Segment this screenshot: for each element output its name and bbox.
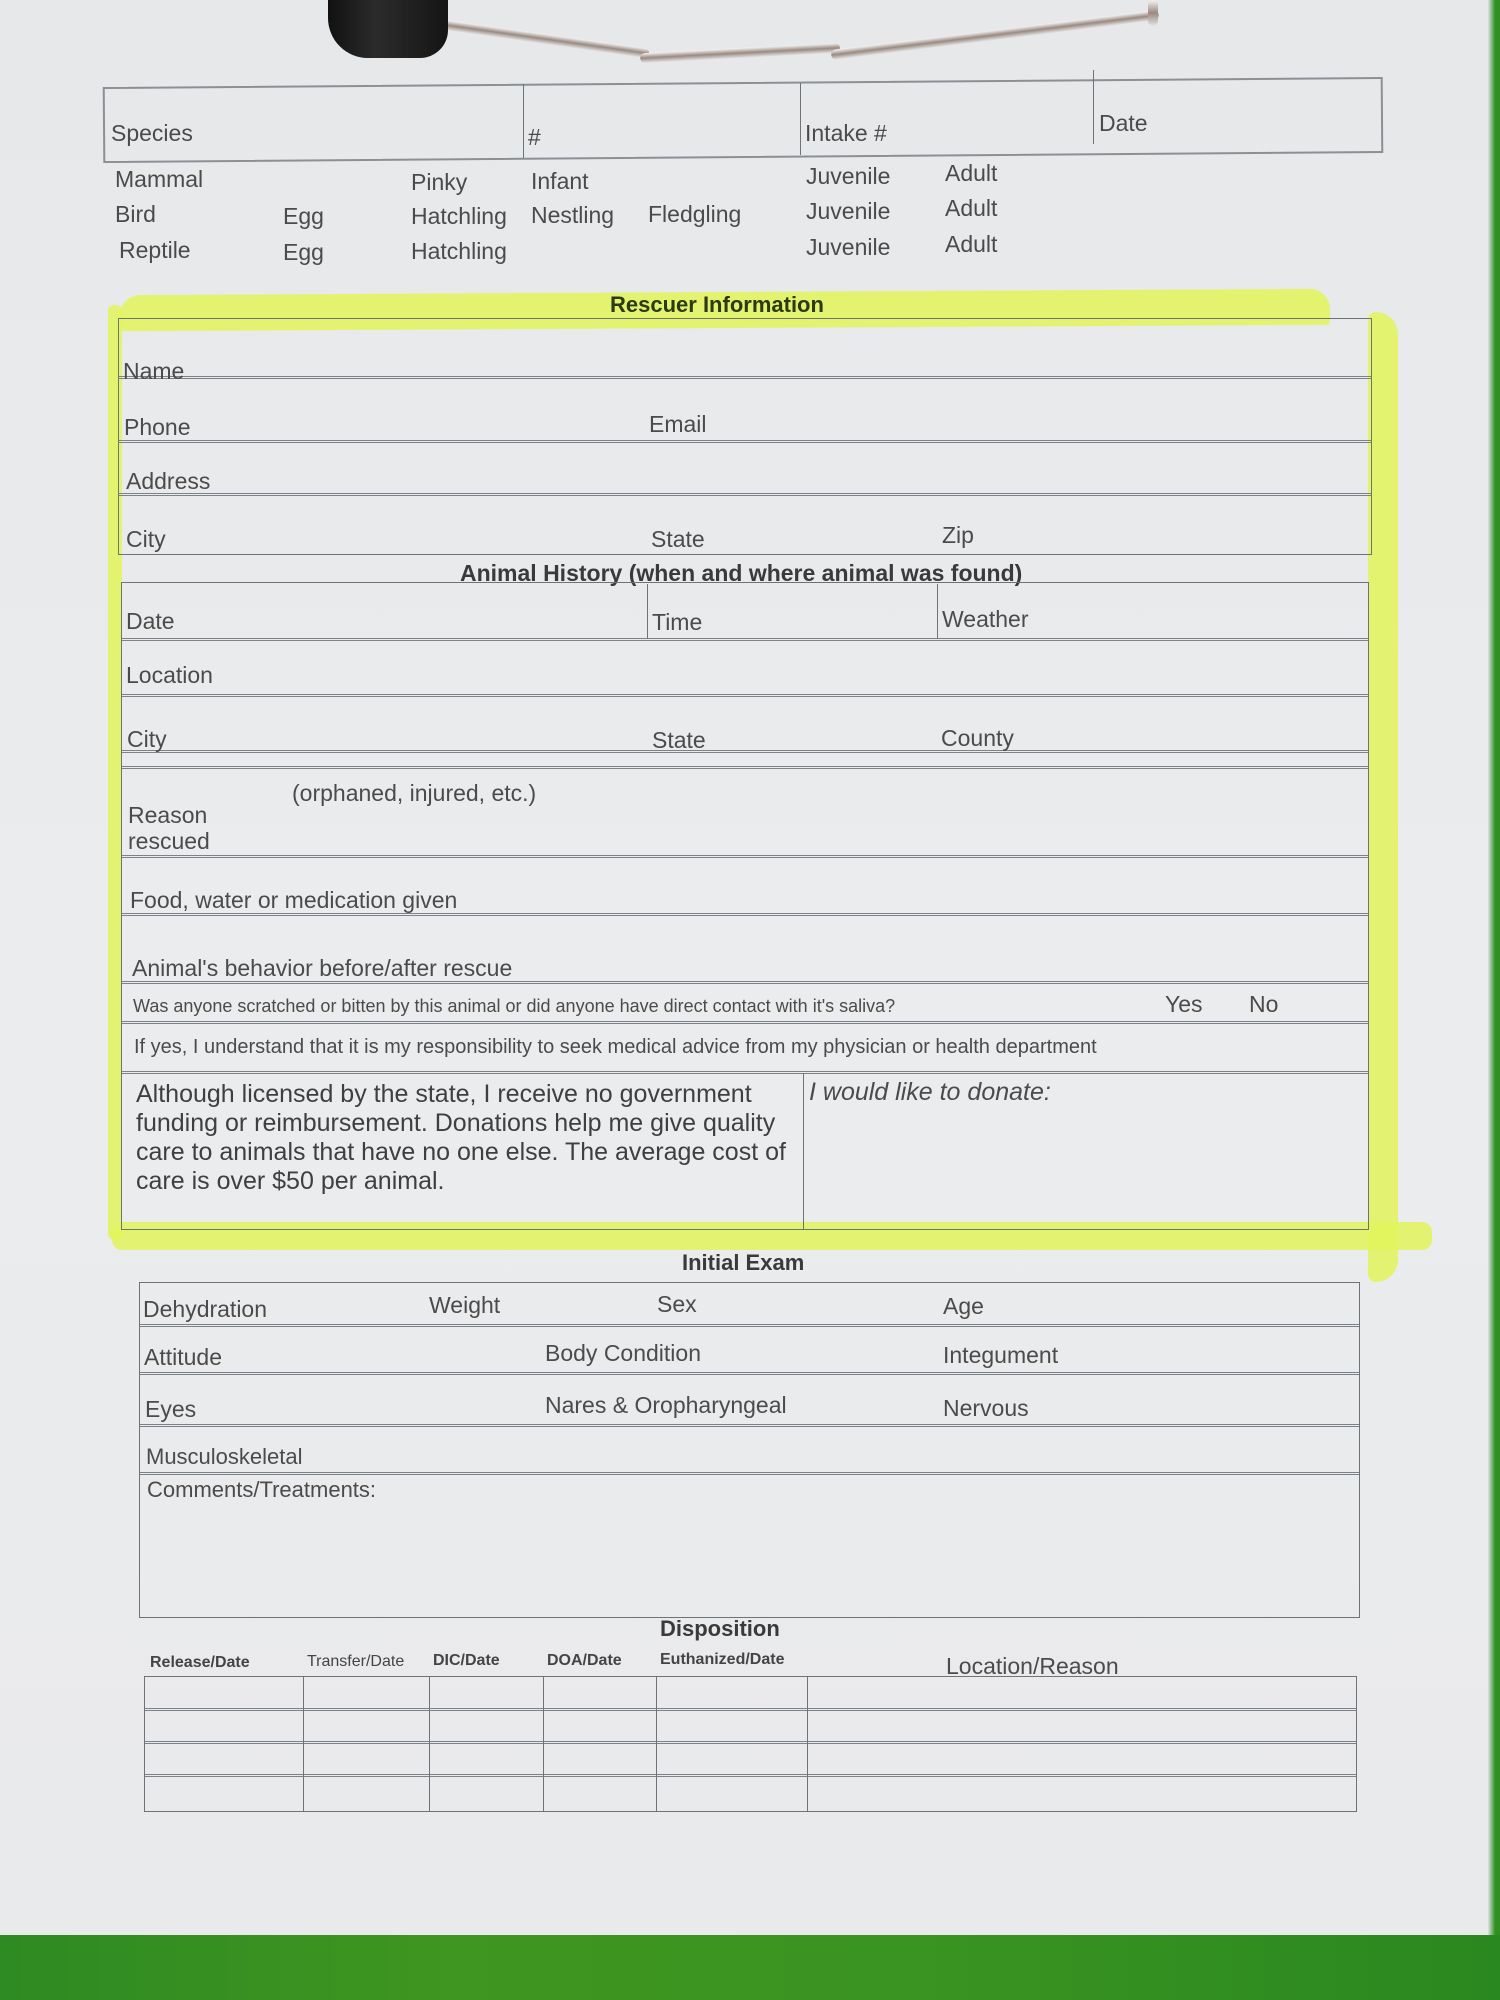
disposition-cell-euthanized[interactable] xyxy=(658,1679,806,1707)
body-condition-field[interactable]: Body Condition xyxy=(545,1340,701,1366)
weather-field[interactable]: Weather xyxy=(942,606,1029,632)
divider xyxy=(429,1677,430,1811)
history-section-heading: Animal History (when and where animal was found) xyxy=(460,560,1023,586)
weight-field[interactable]: Weight xyxy=(429,1292,501,1318)
rescuer-name-field[interactable]: Name xyxy=(123,358,185,384)
clipboard-clip-icon xyxy=(328,0,448,58)
divider xyxy=(803,1073,804,1229)
age-option-adult[interactable]: Adult xyxy=(945,231,998,257)
attitude-field[interactable]: Attitude xyxy=(144,1344,222,1370)
row-divider xyxy=(122,1021,1368,1024)
disposition-column-euthanized: Euthanized/Date xyxy=(660,1651,785,1668)
food-water-medication-field[interactable]: Food, water or medication given xyxy=(130,887,458,913)
found-location-field[interactable]: Location xyxy=(126,662,213,688)
dehydration-field[interactable]: Dehydration xyxy=(143,1296,268,1322)
divider xyxy=(656,1677,657,1811)
row-divider xyxy=(140,1324,1359,1327)
row-divider xyxy=(122,750,1368,753)
divider xyxy=(543,1677,544,1811)
date-field-label[interactable]: Date xyxy=(1099,110,1148,136)
exam-table xyxy=(139,1282,1360,1618)
divider xyxy=(1093,70,1094,144)
divider xyxy=(937,584,938,639)
age-option-infant[interactable]: Infant xyxy=(531,168,589,194)
rescuer-phone-field[interactable]: Phone xyxy=(124,414,191,440)
contact-question: Was anyone scratched or bitten by this animal or did anyone have direct contact with it's saliva? xyxy=(133,996,896,1016)
disposition-cell-location-reason[interactable] xyxy=(809,1679,1355,1707)
clipboard-edge-right xyxy=(1488,0,1500,2000)
divider xyxy=(647,584,648,639)
row-divider xyxy=(145,1708,1356,1711)
row-divider xyxy=(122,694,1368,697)
reason-hint: (orphaned, injured, etc.) xyxy=(292,780,537,806)
divider xyxy=(807,1677,808,1811)
age-option-juvenile[interactable]: Juvenile xyxy=(806,163,891,189)
age-class-reptile[interactable]: Reptile xyxy=(119,237,191,263)
eyes-field[interactable]: Eyes xyxy=(145,1396,197,1422)
age-option-pinky[interactable]: Pinky xyxy=(411,169,468,195)
contact-no-option[interactable]: No xyxy=(1249,991,1279,1017)
disposition-cell-dic[interactable] xyxy=(431,1679,542,1707)
species-field-label[interactable]: Species xyxy=(111,120,193,146)
intake-number-field-label[interactable]: Intake # xyxy=(805,120,887,146)
nares-oropharyngeal-field[interactable]: Nares & Oropharyngeal xyxy=(545,1392,787,1418)
divider xyxy=(800,83,801,155)
musculoskeletal-field[interactable]: Musculoskeletal xyxy=(146,1444,303,1469)
disposition-column-transfer: Transfer/Date xyxy=(307,1653,405,1670)
age-class-bird[interactable]: Bird xyxy=(115,201,156,227)
count-field-label[interactable]: # xyxy=(528,124,541,150)
found-time-field[interactable]: Time xyxy=(652,609,703,635)
rescuer-section-heading: Rescuer Information xyxy=(610,292,824,317)
integument-field[interactable]: Integument xyxy=(943,1342,1059,1368)
divider xyxy=(523,84,524,158)
age-option-adult[interactable]: Adult xyxy=(945,195,998,221)
age-option-egg[interactable]: Egg xyxy=(283,239,324,265)
age-option-hatchling[interactable]: Hatchling xyxy=(411,238,507,264)
rescuer-address-field[interactable]: Address xyxy=(126,468,211,494)
row-divider xyxy=(119,440,1371,443)
row-divider xyxy=(119,493,1371,496)
disposition-cell-transfer[interactable] xyxy=(305,1679,428,1707)
row-divider xyxy=(122,1071,1368,1074)
found-state-field[interactable]: State xyxy=(652,727,706,753)
comments-treatments-field[interactable]: Comments/Treatments: xyxy=(147,1477,377,1502)
rescuer-email-field[interactable]: Email xyxy=(649,411,707,437)
medical-advice-acknowledgement: If yes, I understand that it is my responsibility to seek medical advice from my physician or health department xyxy=(134,1036,1097,1058)
age-option-juvenile[interactable]: Juvenile xyxy=(806,198,891,224)
disposition-column-doa: DOA/Date xyxy=(547,1652,622,1669)
row-divider xyxy=(122,855,1368,858)
disposition-column-dic: DIC/Date xyxy=(433,1652,500,1669)
disposition-cell-doa[interactable] xyxy=(545,1679,655,1707)
clipboard-edge-bottom xyxy=(0,1935,1500,2000)
reason-rescued-field-line1[interactable]: Reason xyxy=(128,802,208,828)
row-divider xyxy=(122,638,1368,641)
rescuer-city-field[interactable]: City xyxy=(126,526,166,552)
donate-field[interactable]: I would like to donate: xyxy=(809,1078,1051,1106)
age-option-adult[interactable]: Adult xyxy=(945,160,998,186)
animal-behavior-field[interactable]: Animal's behavior before/after rescue xyxy=(132,955,513,981)
clipboard-clip-wire xyxy=(1148,0,1158,26)
row-divider xyxy=(122,766,1368,769)
row-divider xyxy=(140,1472,1359,1475)
sex-field[interactable]: Sex xyxy=(657,1291,697,1317)
age-option-hatchling[interactable]: Hatchling xyxy=(411,203,507,229)
age-option-juvenile[interactable]: Juvenile xyxy=(806,234,891,260)
disposition-column-release: Release/Date xyxy=(150,1654,250,1671)
age-option-nestling[interactable]: Nestling xyxy=(531,202,615,228)
rescuer-zip-field[interactable]: Zip xyxy=(942,522,974,548)
row-divider xyxy=(140,1424,1359,1427)
row-divider xyxy=(145,1774,1356,1777)
rescuer-table xyxy=(118,318,1372,555)
disposition-column-location-reason: Location/Reason xyxy=(946,1653,1119,1679)
row-divider xyxy=(140,1372,1359,1375)
disposition-cell-release[interactable] xyxy=(146,1679,302,1707)
found-county-field[interactable]: County xyxy=(941,725,1014,751)
age-field[interactable]: Age xyxy=(943,1293,984,1319)
age-option-fledgling[interactable]: Fledgling xyxy=(648,201,742,227)
rescuer-state-field[interactable]: State xyxy=(651,526,705,552)
header-table xyxy=(103,77,1384,163)
contact-yes-option[interactable]: Yes xyxy=(1165,991,1203,1017)
age-option-egg[interactable]: Egg xyxy=(283,203,324,229)
nervous-field[interactable]: Nervous xyxy=(943,1395,1029,1421)
found-date-field[interactable]: Date xyxy=(126,608,175,634)
age-class-mammal[interactable]: Mammal xyxy=(115,166,204,192)
donation-note: Although licensed by the state, I receive no government funding or reimbursement. Donations help me give quality care to animals that have no one else. The average cost of care is over $50 per animal. xyxy=(136,1080,786,1195)
highlighter-mark-right xyxy=(1368,312,1398,1282)
row-divider xyxy=(145,1741,1356,1744)
exam-section-heading: Initial Exam xyxy=(682,1250,805,1275)
divider xyxy=(303,1677,304,1811)
disposition-section-heading: Disposition xyxy=(660,1616,780,1641)
found-city-field[interactable]: City xyxy=(127,726,167,752)
reason-rescued-field-line2[interactable]: rescued xyxy=(128,828,210,854)
row-divider xyxy=(119,376,1371,379)
